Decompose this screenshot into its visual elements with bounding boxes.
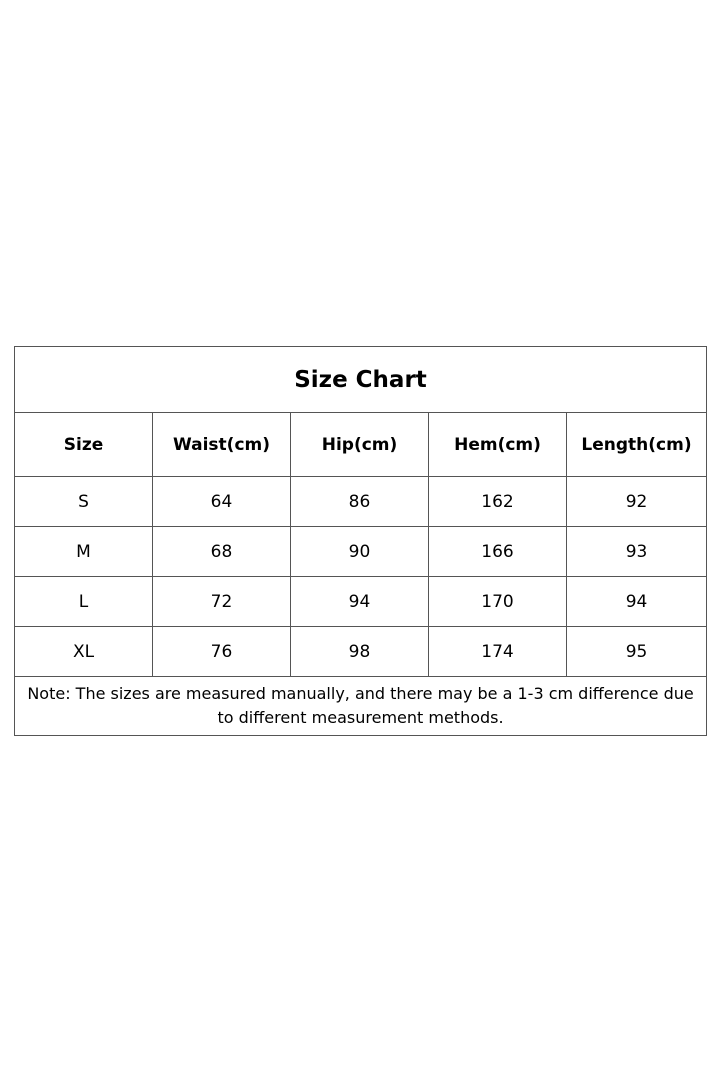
hem-cell: 166 xyxy=(429,527,567,577)
size-cell: XL xyxy=(15,627,153,677)
measurement-note: Note: The sizes are measured manually, and there may be a 1-3 cm difference due to different measurement methods. xyxy=(15,677,707,736)
size-cell: L xyxy=(15,577,153,627)
table-row xyxy=(15,577,707,627)
hem-cell: 170 xyxy=(429,577,567,627)
table-title: Size Chart xyxy=(15,347,707,413)
length-cell: 92 xyxy=(567,477,707,527)
table-row xyxy=(15,527,707,577)
size-chart-table xyxy=(14,346,707,736)
length-cell: 95 xyxy=(567,627,707,677)
length-cell: 93 xyxy=(567,527,707,577)
note-row xyxy=(15,677,707,736)
title-row xyxy=(15,347,707,413)
header-row xyxy=(15,413,707,477)
column-header-hip: Hip(cm) xyxy=(291,413,429,477)
column-header-hem: Hem(cm) xyxy=(429,413,567,477)
table-row xyxy=(15,627,707,677)
waist-cell: 72 xyxy=(153,577,291,627)
column-header-size: Size xyxy=(15,413,153,477)
hem-cell: 162 xyxy=(429,477,567,527)
table-row xyxy=(15,477,707,527)
column-header-length: Length(cm) xyxy=(567,413,707,477)
size-cell: M xyxy=(15,527,153,577)
hip-cell: 86 xyxy=(291,477,429,527)
column-header-waist: Waist(cm) xyxy=(153,413,291,477)
hip-cell: 90 xyxy=(291,527,429,577)
waist-cell: 68 xyxy=(153,527,291,577)
size-cell: S xyxy=(15,477,153,527)
waist-cell: 64 xyxy=(153,477,291,527)
length-cell: 94 xyxy=(567,577,707,627)
hip-cell: 94 xyxy=(291,577,429,627)
waist-cell: 76 xyxy=(153,627,291,677)
hem-cell: 174 xyxy=(429,627,567,677)
hip-cell: 98 xyxy=(291,627,429,677)
